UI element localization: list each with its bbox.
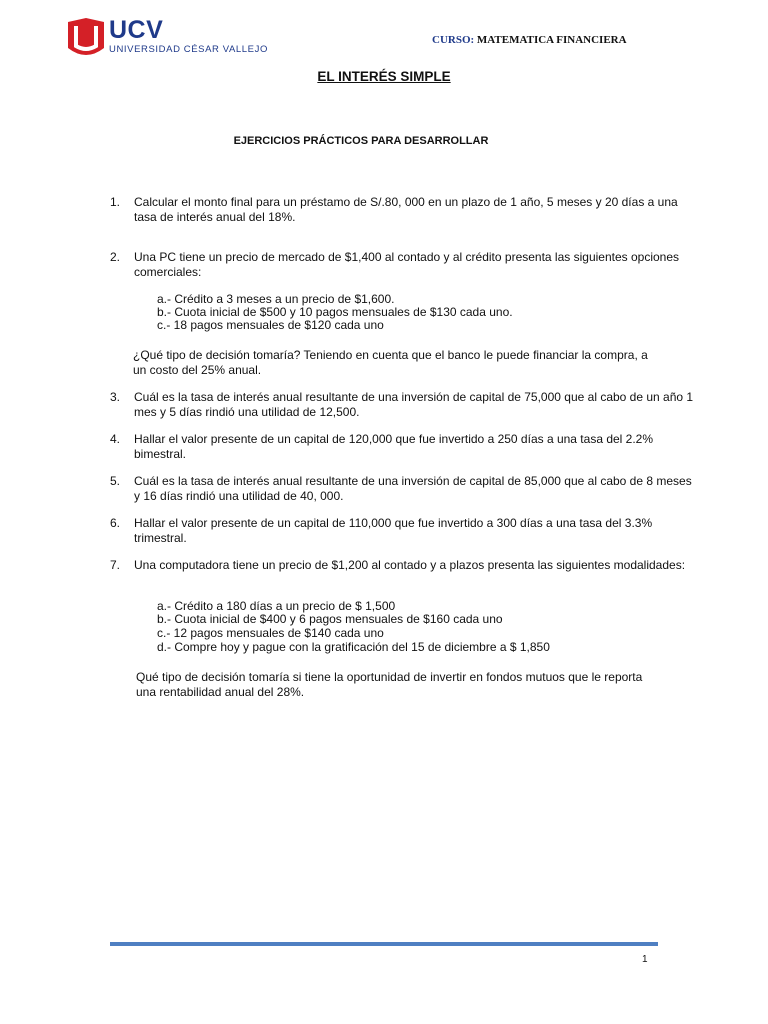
option-item: a.- Crédito a 180 días a un precio de $ 1,500 (157, 599, 396, 613)
question-followup: ¿Qué tipo de decisión tomaría? Teniendo en cuenta que el banco le puede financiar la compra, a un costo del 25% anual. (133, 348, 648, 377)
course-header (432, 34, 627, 46)
option-item: d.- Compre hoy y pague con la gratificación del 15 de diciembre a $ 1,850 (157, 640, 550, 654)
question-number: 5. (110, 474, 121, 488)
question-number: 1. (110, 195, 121, 209)
course-name: MATEMATICA FINANCIERA (476, 34, 627, 46)
page-subtitle: EJERCICIOS PRÁCTICOS PARA DESARROLLAR (233, 135, 489, 147)
question-text: Hallar el valor presente de un capital de 120,000 que fue invertido a 250 días a una tasa del 2.2% bimestral. (134, 432, 654, 461)
option-item: a.- Crédito a 3 meses a un precio de $1,600. (157, 292, 395, 306)
option-item: b.- Cuota inicial de $400 y 6 pagos mensuales de $160 cada uno (157, 612, 503, 626)
question-number: 2. (110, 250, 121, 264)
question-text: Hallar el valor presente de un capital de 110,000 que fue invertido a 300 días a una tasa del 3.3% trimestral. (134, 516, 653, 545)
question-text: Cuál es la tasa de interés anual resultante de una inversión de capital de 75,000 que al cabo de un año 1 mes y 5 días rindió una utilidad de 12,500. (134, 390, 694, 419)
question-number: 4. (110, 432, 121, 446)
question-text: Calcular el monto final para un préstamo de S/.80, 000 en un plazo de 1 año, 5 meses y 20 días a una tasa de interés anual del 18%. (134, 195, 678, 224)
question-text: Una PC tiene un precio de mercado de $1,400 al contado y al crédito presenta las siguientes opciones comerciales: (134, 250, 680, 279)
question-text: Cuál es la tasa de interés anual resultante de una inversión de capital de 85,000 que al cabo de 8 meses y 16 días rindió una utilidad de 40, 000. (134, 474, 692, 503)
question-number: 7. (110, 558, 121, 572)
ucv-logo-icon (66, 18, 106, 60)
logo-text: UCV (109, 16, 164, 44)
question-number: 6. (110, 516, 121, 530)
page-number: 1 (642, 954, 648, 965)
option-item: b.- Cuota inicial de $500 y 10 pagos mensuales de $130 cada uno. (157, 305, 513, 319)
page-title: EL INTERÉS SIMPLE (317, 69, 451, 84)
question-text: Una computadora tiene un precio de $1,200 al contado y a plazos presenta las siguientes modalidades: (134, 558, 686, 572)
question-number: 3. (110, 390, 121, 404)
footer-divider (110, 942, 658, 946)
question-followup: Qué tipo de decisión tomaría si tiene la oportunidad de invertir en fondos mutuos que le reporta una rentabilidad anual del 28%. (136, 670, 643, 699)
option-item: c.- 18 pagos mensuales de $120 cada uno (157, 318, 384, 332)
course-label: CURSO: (432, 34, 475, 46)
option-item: c.- 12 pagos mensuales de $140 cada uno (157, 626, 384, 640)
logo-subtitle: UNIVERSIDAD CÉSAR VALLEJO (109, 44, 268, 55)
